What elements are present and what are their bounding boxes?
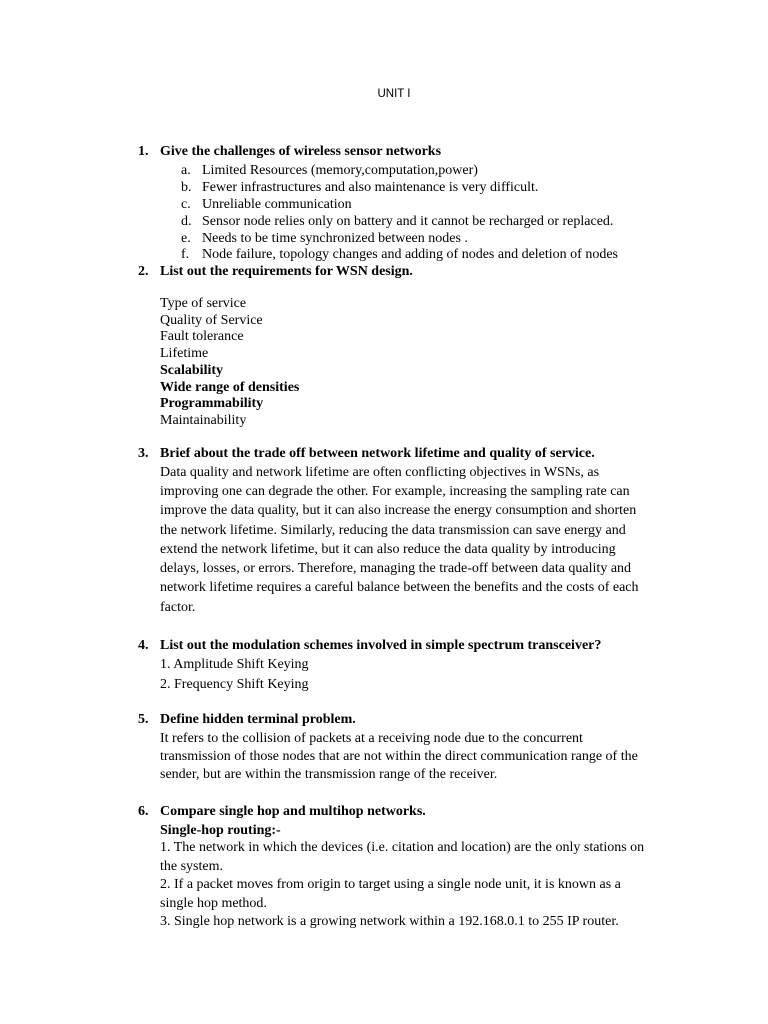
paragraph-line: improve the data quality, but it can also increase the energy consumption and shorten	[160, 503, 637, 518]
list-item: Type of service	[160, 296, 247, 311]
list-item: Maintainability	[160, 413, 247, 428]
paragraph-line: the network lifetime. Similarly, reducing the data transmission can save energy and	[160, 523, 626, 538]
list-item: Needs to be time synchronized between nodes .	[202, 231, 468, 246]
paragraph-line: 2. Frequency Shift Keying	[160, 677, 309, 692]
list-item-letter: c.	[181, 197, 191, 212]
paragraph-line: single hop method.	[160, 896, 267, 911]
list-item: Lifetime	[160, 346, 209, 361]
paragraph-line: extend the network lifetime, but it can also reduce the data quality by introducing	[160, 542, 616, 557]
question-number-4: 4.	[138, 638, 149, 653]
paragraph-line: sender, but are within the transmission range of the receiver.	[160, 767, 498, 782]
list-item-letter: b.	[181, 180, 192, 195]
list-item-letter: e.	[181, 231, 191, 246]
list-item: Fault tolerance	[160, 329, 244, 344]
question-title-1: Give the challenges of wireless sensor networks	[160, 144, 442, 159]
list-item: Limited Resources (memory,computation,power)	[202, 163, 478, 178]
paragraph-line: network lifetime requires a careful balance between the benefits and the costs of each	[160, 580, 639, 595]
paragraph-line: 1. The network in which the devices (i.e. citation and location) are the only stations on	[160, 840, 645, 855]
paragraph-line: the system.	[160, 859, 223, 874]
paragraph-line: 1. Amplitude Shift Keying	[160, 657, 309, 672]
paragraph-line: Data quality and network lifetime are often conflicting objectives in WSNs, as	[160, 465, 600, 480]
paragraph-line: It refers to the collision of packets at a receiving node due to the concurrent	[160, 731, 583, 746]
list-item-letter: a.	[181, 163, 191, 178]
list-item: Sensor node relies only on battery and it cannot be recharged or replaced.	[202, 214, 614, 229]
question-number-5: 5.	[138, 712, 149, 727]
list-item: Programmability	[160, 396, 264, 411]
list-item: Unreliable communication	[202, 197, 352, 212]
paragraph-line: factor.	[160, 600, 196, 615]
question-title-2: List out the requirements for WSN design.	[160, 264, 413, 279]
list-item: Node failure, topology changes and adding of nodes and deletion of nodes	[202, 247, 619, 262]
question-number-3: 3.	[138, 446, 149, 461]
question-number-1: 1.	[138, 144, 149, 159]
list-item-letter: f.	[181, 247, 190, 262]
question-number-2: 2.	[138, 264, 149, 279]
list-item: Scalability	[160, 363, 224, 378]
question-title-4: List out the modulation schemes involved in simple spectrum transceiver?	[160, 638, 602, 653]
paragraph-line: 2. If a packet moves from origin to target using a single node unit, it is known as a	[160, 877, 621, 892]
list-item: Fewer infrastructures and also maintenance is very difficult.	[202, 180, 539, 195]
question-title-3: Brief about the trade off between network lifetime and quality of service.	[160, 446, 595, 461]
list-item: Quality of Service	[160, 313, 263, 328]
paragraph-line: 3. Single hop network is a growing network within a 192.168.0.1 to 255 IP router.	[160, 914, 619, 929]
paragraph-line: transmission of those nodes that are not within the direct communication range of the	[160, 749, 638, 764]
list-item-letter: d.	[181, 214, 192, 229]
paragraph-line: improving one can degrade the other. For example, increasing the sampling rate can	[160, 484, 630, 499]
section-subtitle: Single-hop routing:-	[160, 823, 281, 838]
question-number-6: 6.	[138, 804, 149, 819]
paragraph-line: delays, losses, or errors. Therefore, managing the trade-off between data quality and	[160, 561, 632, 576]
page-header: UNIT I	[377, 88, 411, 100]
list-item: Wide range of densities	[160, 380, 300, 395]
question-title-5: Define hidden terminal problem.	[160, 712, 356, 727]
question-title-6: Compare single hop and multihop networks.	[160, 804, 426, 819]
